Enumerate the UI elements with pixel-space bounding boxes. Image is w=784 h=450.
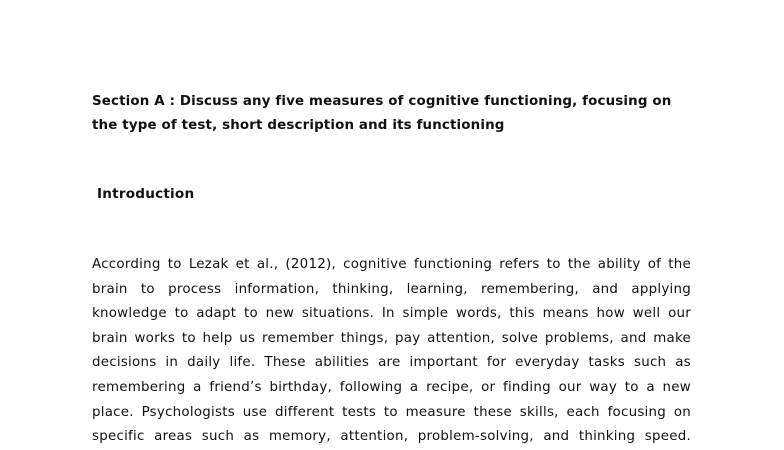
introduction-heading: Introduction: [97, 186, 195, 202]
paragraph-line: place. Psychologists use different tests to measure these skills, each focusing on: [92, 404, 691, 420]
paragraph-line: decisions in daily life. These abilities are important for everyday tasks such as: [92, 355, 691, 371]
paragraph-line: brain to process information, thinking, learning, remembering, and applying: [92, 281, 691, 297]
paragraph-line: brain works to help us remember things, pay attention, solve problems, and make: [92, 330, 691, 346]
paragraph-line: remembering a friend’s birthday, following a recipe, or finding our way to a new: [92, 379, 691, 395]
paragraph-line: knowledge to adapt to new situations. In simple words, this means how well our: [92, 306, 691, 322]
body-paragraph: [92, 253, 691, 450]
paragraph-line: specific areas such as memory, attention, problem-solving, and thinking speed.: [92, 429, 691, 445]
paragraph-line: According to Lezak et al., (2012), cognitive functioning refers to the ability of the: [92, 257, 691, 272]
section-heading: Section A : Discuss any five measures of cognitive functioning, focusing on the type of test, short description and its functioning: [92, 94, 672, 133]
